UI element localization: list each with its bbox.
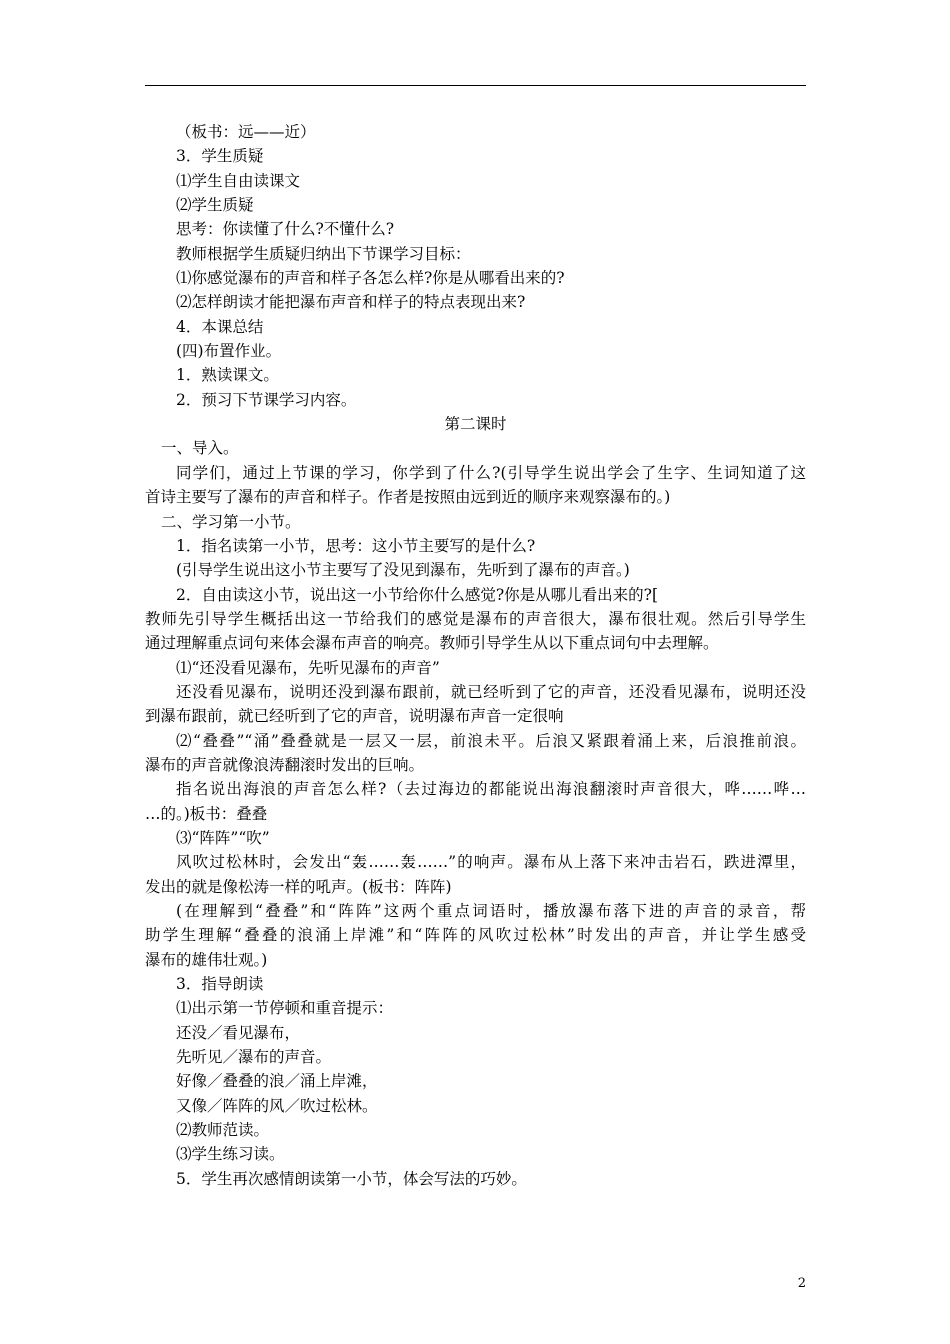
text-line: ⑶“阵阵”“吹”	[176, 828, 270, 847]
text-line: 思考：你读懂了什么?不懂什么?	[176, 220, 395, 239]
text-line: 3．学生质疑	[176, 147, 264, 166]
text-line: (四)布置作业。	[176, 342, 282, 361]
header-rule	[145, 85, 806, 86]
text-line: ⑴“还没看见瀑布，先听见瀑布的声音”	[176, 658, 440, 677]
text-line: 4．本课总结	[176, 317, 264, 336]
text-line: 到瀑布跟前，就已经听到了它的声音，说明瀑布声音一定很响	[145, 707, 564, 726]
text-line: ⑵怎样朗读才能把瀑布声音和样子的特点表现出来?	[176, 293, 526, 312]
text-line: 先听见／瀑布的声音。	[176, 1048, 332, 1067]
text-line: ⑴你感觉瀑布的声音和样子各怎么样?你是从哪看出来的?	[176, 269, 565, 288]
text-line: 又像／阵阵的风／吹过松林。	[176, 1096, 378, 1115]
text-line: 教师先引导学生概括出这一节给我们的感觉是瀑布的声音很大，瀑布很壮观。然后引导学生	[145, 609, 806, 628]
text-line: 风吹过松林时，会发出“轰……轰……”的响声。瀑布从上落下来冲击岩石，跌进潭里，	[176, 853, 806, 872]
text-line: ⑵“叠叠”“涌”叠叠就是一层又一层，前浪未平。后浪又紧跟着涌上来，后浪推前浪。	[176, 731, 806, 750]
text-line: 好像／叠叠的浪／涌上岸滩，	[176, 1072, 378, 1091]
text-line: 瀑布的声音就像浪涛翻滚时发出的巨响。	[145, 755, 425, 774]
text-line: 5．学生再次感情朗读第一小节，体会写法的巧妙。	[176, 1169, 527, 1188]
text-line: 1．指名读第一小节，思考：这小节主要写的是什么?	[176, 536, 536, 555]
text-line: 指名说出海浪的声音怎么样?（去过海边的都能说出海浪翻滚时声音很大，哗……哗…	[176, 780, 806, 799]
text-line: 瀑布的雄伟壮观。)	[145, 950, 268, 969]
text-line: ⑴学生自由读课文	[176, 171, 301, 190]
text-line: ⑶学生练习读。	[176, 1145, 285, 1164]
text-line: 同学们，通过上节课的学习，你学到了什么?(引导学生说出学会了生字、生词知道了这	[176, 463, 806, 482]
text-line: 2．自由读这小节，说出这一小节给你什么感觉?你是从哪儿看出来的?[	[176, 585, 659, 604]
text-line: 首诗主要写了瀑布的声音和样子。作者是按照由远到近的顺序来观察瀑布的。)	[145, 488, 671, 507]
section-heading: 第二课时	[444, 415, 507, 434]
text-line: 还没看见瀑布，说明还没到瀑布跟前，就已经听到了它的声音，还没看见瀑布，说明还没	[176, 682, 806, 701]
text-line: 教师根据学生质疑归纳出下节课学习目标：	[176, 244, 471, 263]
text-line: 发出的就是像松涛一样的吼声。(板书：阵阵)	[145, 877, 452, 896]
text-line: ⑵教师范读。	[176, 1121, 270, 1140]
document-body	[145, 120, 806, 1191]
text-line: （板书：远——近）	[176, 123, 316, 141]
text-line: 3．指导朗读	[176, 975, 264, 994]
text-line: 二、学习第一小节。	[161, 512, 301, 531]
text-line: 通过理解重点词句来体会瀑布声音的响亮。教师引导学生从以下重点词句中去理解。	[145, 634, 719, 653]
text-line: 2．预习下节课学习内容。	[176, 390, 357, 409]
text-line: (引导学生说出这小节主要写了没见到瀑布，先听到了瀑布的声音。)	[176, 561, 630, 580]
text-line: 助学生理解“叠叠的浪涌上岸滩”和“阵阵的风吹过松林”时发出的声音，并让学生感受	[145, 926, 806, 945]
text-line: …的。)板书：叠叠	[145, 804, 268, 823]
page-number: 2	[797, 1276, 806, 1291]
text-line: ⑵学生质疑	[176, 196, 254, 215]
text-line: 还没／看见瀑布，	[176, 1023, 301, 1042]
text-line: (在理解到“叠叠”和“阵阵”这两个重点词语时，播放瀑布落下进的声音的录音，帮	[176, 902, 806, 920]
text-line: 1．熟读课文。	[176, 366, 279, 385]
text-line: ⑴出示第一节停顿和重音提示：	[176, 999, 394, 1018]
text-line: 一、导入。	[161, 439, 239, 458]
